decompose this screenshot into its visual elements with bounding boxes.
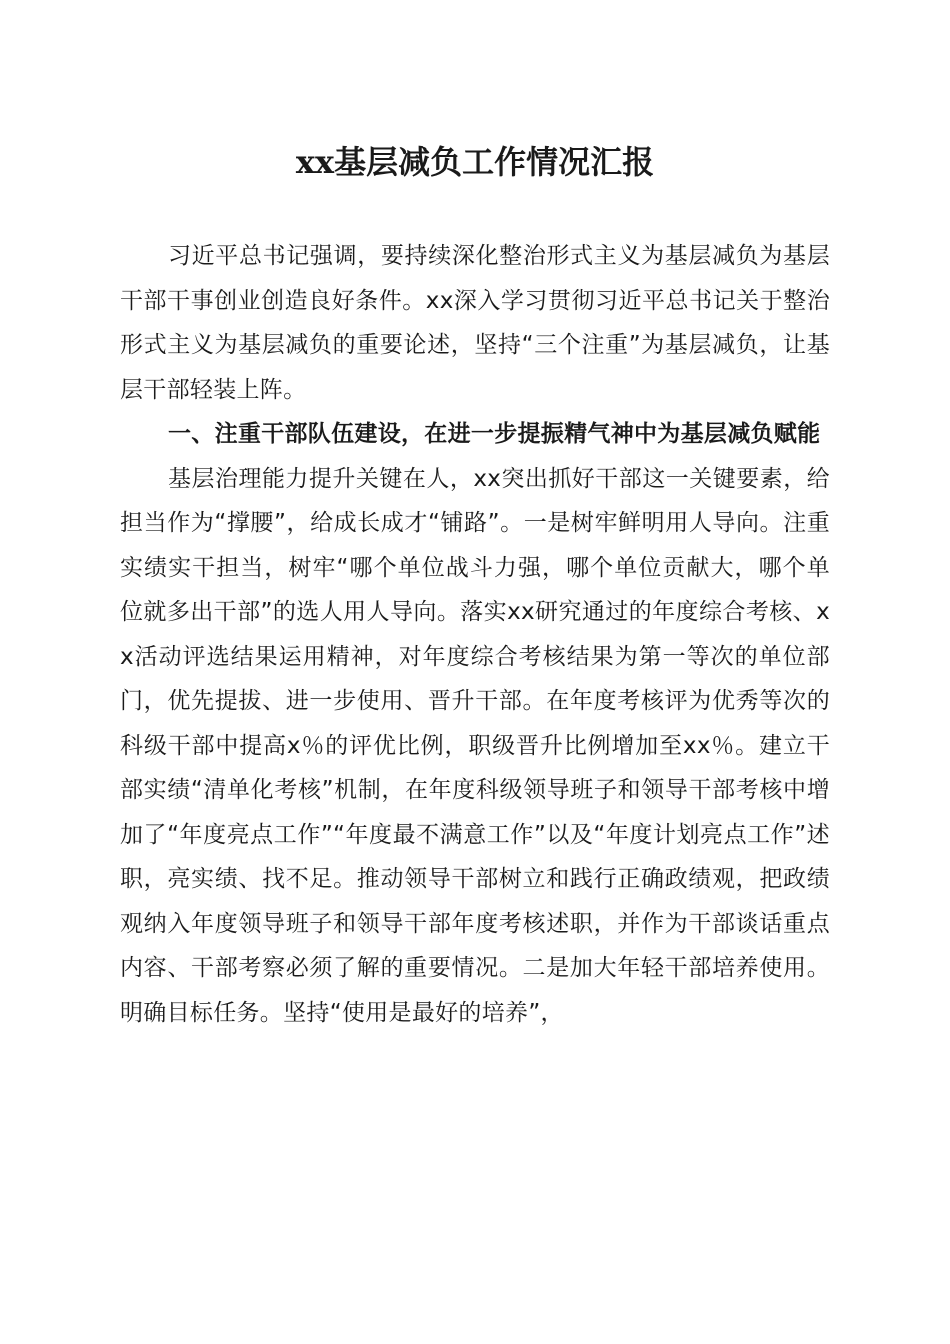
section-1-paragraph: 基层治理能力提升关键在人，xx突出抓好干部这一关键要素，给担当作为“撑腰”，给成长成才“铺路”。一是树牢鲜明用人导向。注重实绩实干担当，树牢“哪个单位战斗力强，哪个单位贡献大，哪个单位就多出干部”的选人用人导向。落实xx研究通过的年度综合考核、xx活动评选结果运用精神，对年度综合考核结果为第一等次的单位部门，优先提拔、进一步使用、晋升干部。在年度考核评为优秀等次的科级干部中提高x％的评优比例，职级晋升比例增加至xx％。建立干部实绩“清单化考核”机制，在年度科级领导班子和领导干部考核中增加了“年度亮点工作”“年度最不满意工作”以及“年度计划亮点工作”述职，亮实绩、找不足。推动领导干部树立和践行正确政绩观，把政绩观纳入年度领导班子和领导干部年度考核述职，并作为干部谈话重点内容、干部考察必须了解的重要情况。二是加大年轻干部培养使用。明确目标任务。坚持“使用是最好的培养”，	[120, 465, 830, 1026]
intro-paragraph: 习近平总书记强调，要持续深化整治形式主义为基层减负为基层干部干事创业创造良好条件。xx深入学习贯彻习近平总书记关于整治形式主义为基层减负的重要论述，坚持“三个注重”为基层减负，让基层干部轻装上阵。	[120, 243, 830, 403]
section-heading-1: 一、注重干部队伍建设，在进一步提振精气神中为基层减负赋能	[168, 421, 821, 447]
document-body	[120, 138, 830, 1035]
document-title: xx基层减负工作情况汇报	[295, 143, 655, 181]
